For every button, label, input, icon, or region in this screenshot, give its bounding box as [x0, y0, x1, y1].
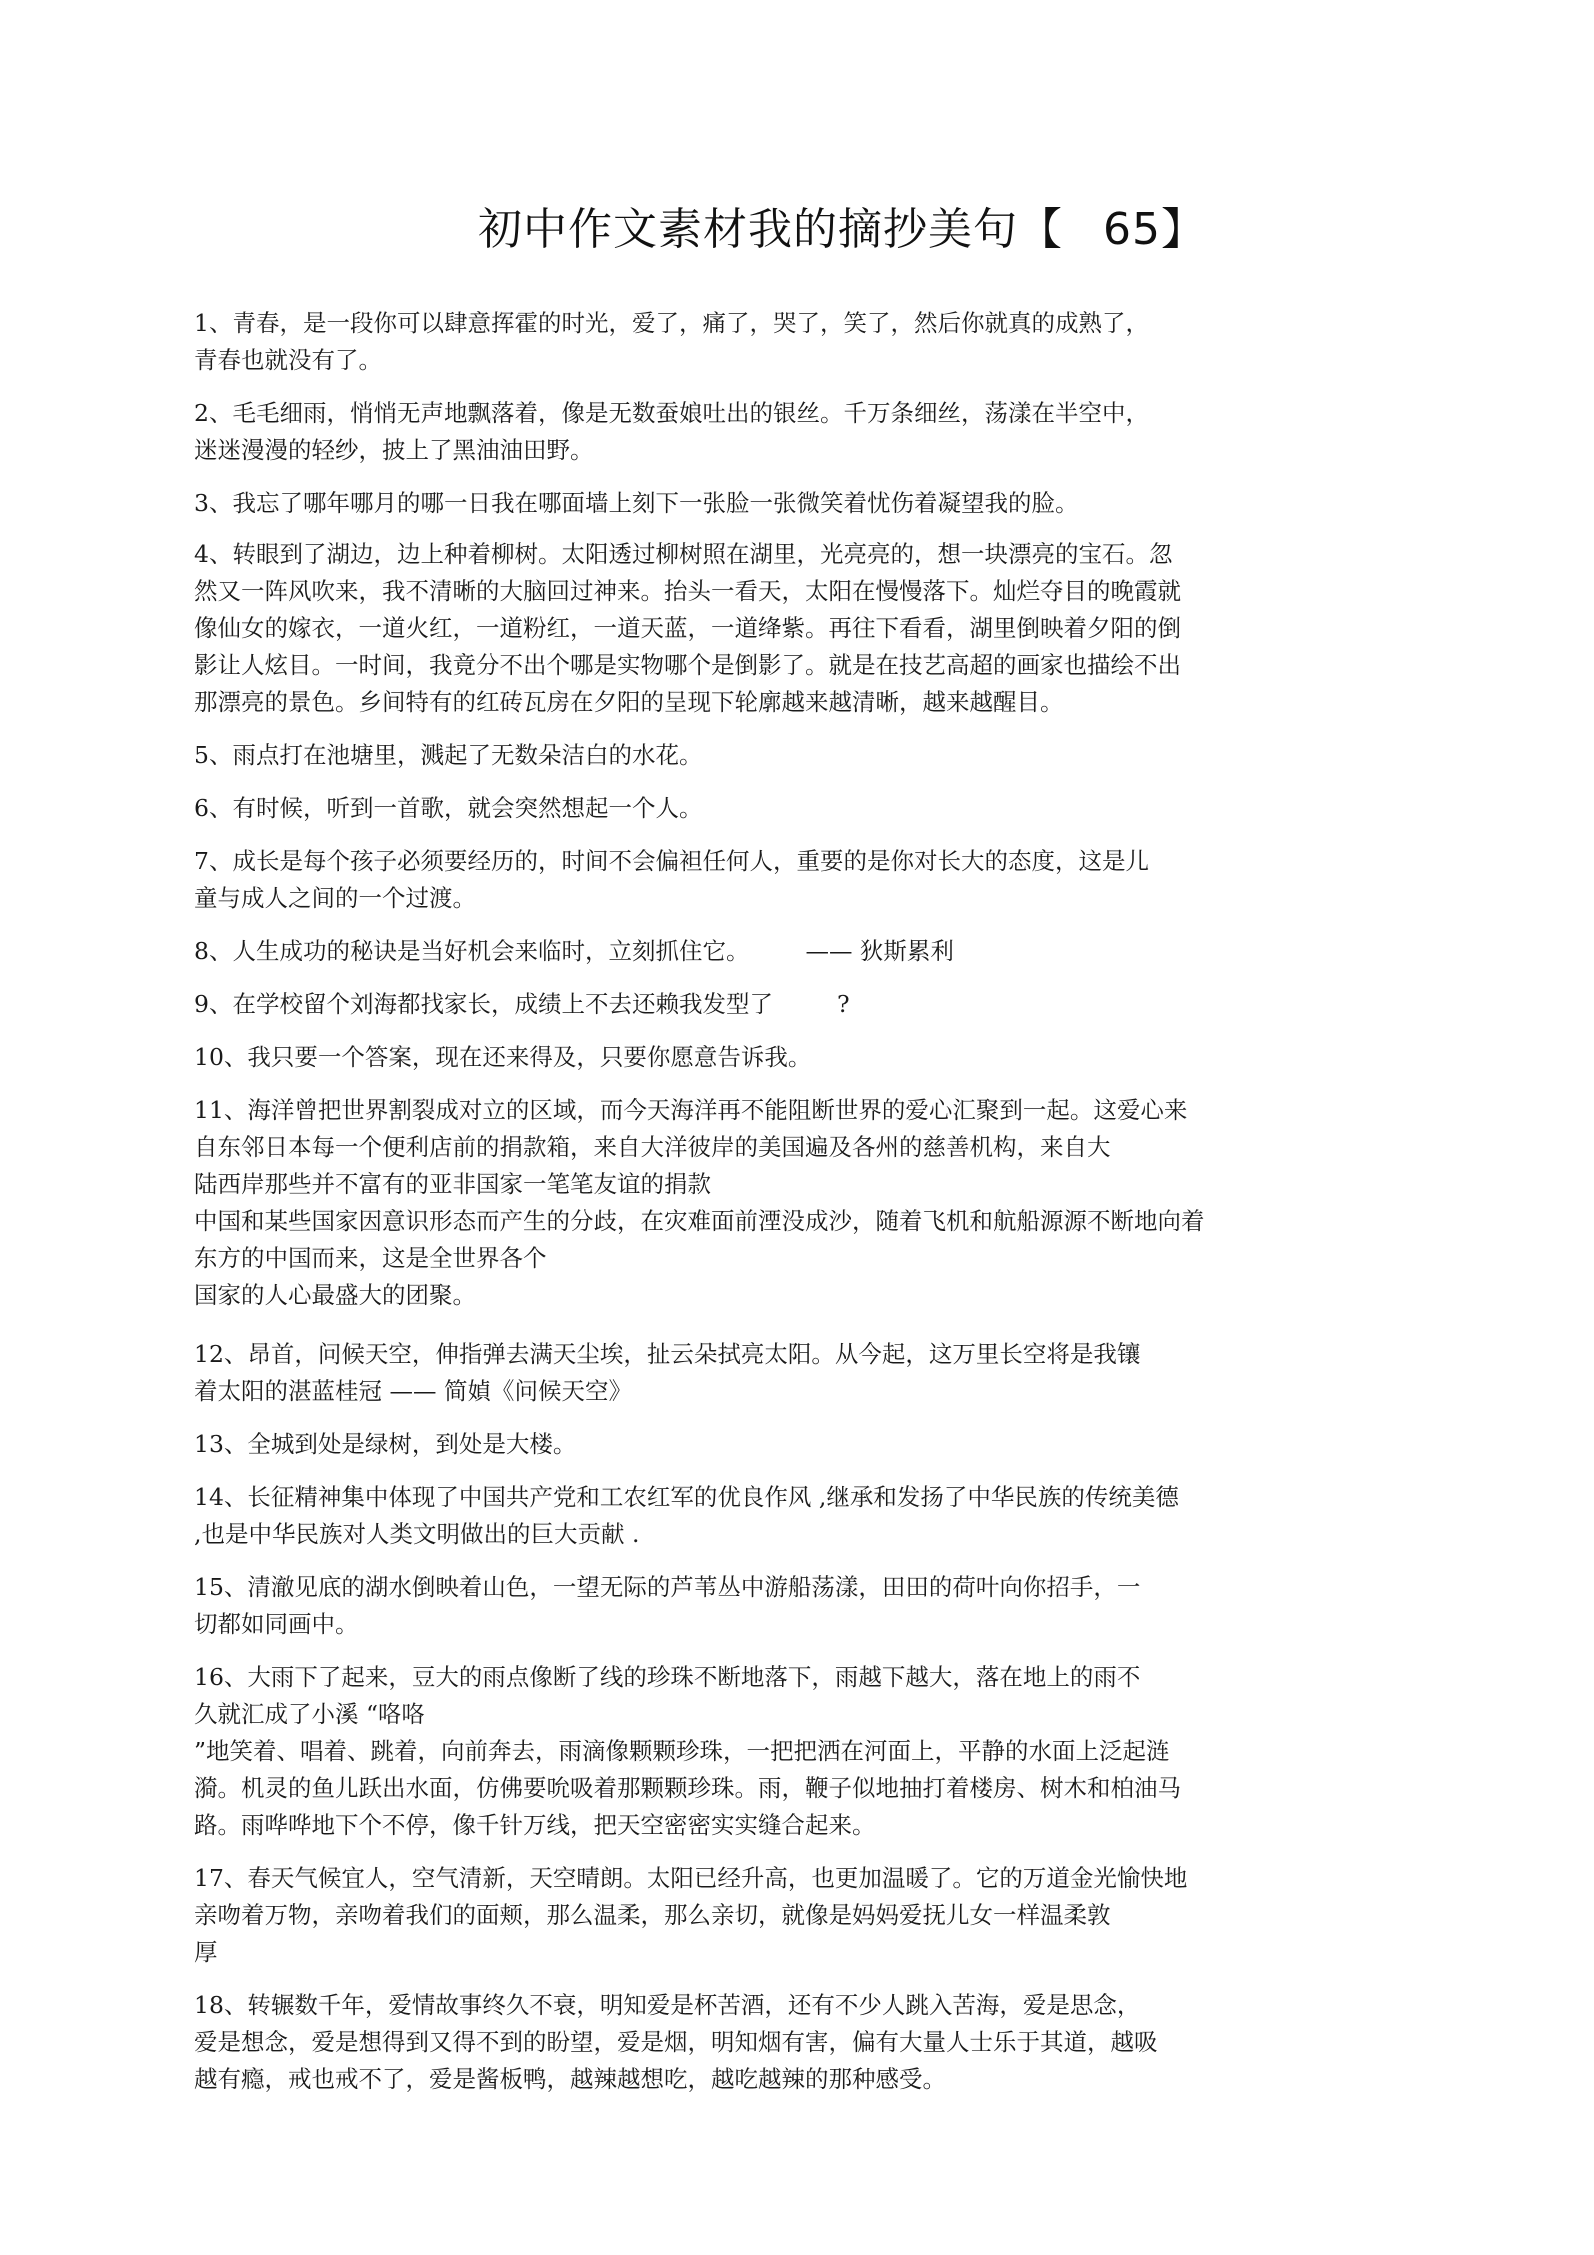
list-item — [194, 1092, 1354, 1314]
item-line: 切都如同画中。 — [194, 1610, 359, 1638]
item-line: 童与成人之间的一个过渡。 — [194, 884, 476, 912]
item-line: 着太阳的湛蓝桂冠 —— 简媜《问候天空》 — [194, 1377, 632, 1405]
list-item — [194, 1659, 1354, 1844]
item-line: 7、成长是每个孩子必须要经历的，时间不会偏袒任何人，重要的是你对长大的态度，这是儿 — [194, 847, 1149, 875]
item-line: 东方的中国而来，这是全世界各个 — [194, 1244, 547, 1272]
list-item — [194, 485, 1354, 522]
item-line: 漪。机灵的鱼儿跃出水面，仿佛要吮吸着那颗颗珍珠。雨，鞭子似地抽打着楼房、树木和柏油马 — [194, 1774, 1181, 1802]
list-item — [194, 1039, 1354, 1076]
item-line: 18、转辗数千年，爱情故事终久不衰，明知爱是杯苦酒，还有不少人跳入苦海，爱是思念， — [194, 1991, 1141, 2019]
list-item — [194, 737, 1354, 774]
item-line: 14、长征精神集中体现了中国共产党和工农红军的优良作风 ,继承和发扬了中华民族的传统美德 — [194, 1483, 1179, 1511]
title-number: 65】 — [1103, 204, 1206, 255]
quote-attribution: ? — [836, 990, 850, 1018]
item-line: 青春也就没有了。 — [194, 346, 382, 374]
item-line: 17、春天气候宜人，空气清新，天空晴朗。太阳已经升高，也更加温暖了。它的万道金光愉快地 — [194, 1864, 1188, 1892]
item-line: 10、我只要一个答案，现在还来得及，只要你愿意告诉我。 — [194, 1043, 812, 1071]
item-line: 路。雨哗哗地下个不停，像千针万线，把天空密密实实缝合起来。 — [194, 1811, 876, 1839]
item-line: 然又一阵风吹来，我不清晰的大脑回过神来。抬头一看天，太阳在慢慢落下。灿烂夺目的晚霞就 — [194, 577, 1181, 605]
item-line — [194, 933, 1354, 970]
content-body — [194, 305, 1354, 2114]
item-line: 6、有时候，听到一首歌，就会突然想起一个人。 — [194, 794, 703, 822]
item-line: 久就汇成了小溪 “咯咯 — [194, 1700, 425, 1728]
item-line: 12、昂首，问候天空，伸指弹去满天尘埃，扯云朵拭亮太阳。从今起，这万里长空将是我镶 — [194, 1340, 1141, 1368]
item-line: ,也是中华民族对人类文明做出的巨大贡献 . — [194, 1520, 640, 1548]
list-item — [194, 843, 1354, 917]
list-item — [194, 305, 1354, 379]
list-item — [194, 1860, 1354, 1971]
item-line: 像仙女的嫁衣，一道火红，一道粉红，一道天蓝，一道绛紫。再往下看看，湖里倒映着夕阳的倒 — [194, 614, 1181, 642]
item-line: 1、青春，是一段你可以肆意挥霍的时光，爱了，痛了，哭了，笑了，然后你就真的成熟了， — [194, 309, 1149, 337]
item-line: 4、转眼到了湖边，边上种着柳树。太阳透过柳树照在湖里，光亮亮的，想一块漂亮的宝石。忽 — [194, 540, 1173, 568]
item-line: 迷迷漫漫的轻纱，披上了黑油油田野。 — [194, 436, 594, 464]
list-item — [194, 933, 1354, 970]
list-item — [194, 1569, 1354, 1643]
list-item — [194, 986, 1354, 1023]
quote-text: 9、在学校留个刘海都找家长，成绩上不去还赖我发型了 — [194, 990, 773, 1018]
item-line — [194, 986, 1354, 1023]
item-line: 11、海洋曾把世界割裂成对立的区域，而今天海洋再不能阻断世界的爱心汇聚到一起。这爱心来 — [194, 1096, 1188, 1124]
item-line: 3、我忘了哪年哪月的哪一日我在哪面墙上刻下一张脸一张微笑着忧伤着凝望我的脸。 — [194, 489, 1079, 517]
item-line: 陆西岸那些并不富有的亚非国家一笔笔友谊的捐款 — [194, 1170, 711, 1198]
item-line: 5、雨点打在池塘里，溅起了无数朵洁白的水花。 — [194, 741, 703, 769]
list-item — [194, 1479, 1354, 1553]
item-line: 爱是想念，爱是想得到又得不到的盼望，爱是烟，明知烟有害，偏有大量人士乐于其道，越吸 — [194, 2028, 1158, 2056]
item-line: 那漂亮的景色。乡间特有的红砖瓦房在夕阳的呈现下轮廓越来越清晰，越来越醒目。 — [194, 688, 1064, 716]
item-line: 国家的人心最盛大的团聚。 — [194, 1281, 476, 1309]
list-item — [194, 395, 1354, 469]
list-item — [194, 536, 1354, 721]
list-item — [194, 790, 1354, 827]
item-line: ”地笑着、唱着、跳着，向前奔去，雨滴像颗颗珍珠，一把把洒在河面上，平静的水面上泛起涟 — [194, 1737, 1170, 1765]
item-line: 13、全城到处是绿树，到处是大楼。 — [194, 1430, 577, 1458]
item-line: 中国和某些国家因意识形态而产生的分歧，在灾难面前湮没成沙，随着飞机和航船源源不断地向着 — [194, 1207, 1205, 1235]
list-item — [194, 1426, 1354, 1463]
item-line: 越有瘾，戒也戒不了，爱是酱板鸭，越辣越想吃，越吃越辣的那种感受。 — [194, 2065, 946, 2093]
page-title — [478, 200, 1206, 260]
item-line: 15、清澈见底的湖水倒映着山色，一望无际的芦苇丛中游船荡漾，田田的荷叶向你招手，一 — [194, 1573, 1141, 1601]
item-line: 影让人炫目。一时间，我竟分不出个哪是实物哪个是倒影了。就是在技艺高超的画家也描绘不出 — [194, 651, 1181, 679]
item-line: 亲吻着万物，亲吻着我们的面颊，那么温柔，那么亲切，就像是妈妈爱抚儿女一样温柔敦 — [194, 1901, 1111, 1929]
item-line: 16、大雨下了起来，豆大的雨点像断了线的珍珠不断地落下，雨越下越大，落在地上的雨不 — [194, 1663, 1141, 1691]
item-line: 2、毛毛细雨，悄悄无声地飘落着，像是无数蚕娘吐出的银丝。千万条细丝，荡漾在半空中， — [194, 399, 1149, 427]
item-line: 自东邻日本每一个便利店前的捐款箱，来自大洋彼岸的美国遍及各州的慈善机构，来自大 — [194, 1133, 1111, 1161]
title-text: 初中作文素材我的摘抄美句【 — [478, 204, 1063, 255]
list-item — [194, 1987, 1354, 2098]
item-line: 厚 — [194, 1938, 218, 1966]
quote-attribution: —— 狄斯累利 — [805, 937, 954, 965]
list-item — [194, 1336, 1354, 1410]
quote-text: 8、人生成功的秘诀是当好机会来临时，立刻抓住它。 — [194, 937, 750, 965]
